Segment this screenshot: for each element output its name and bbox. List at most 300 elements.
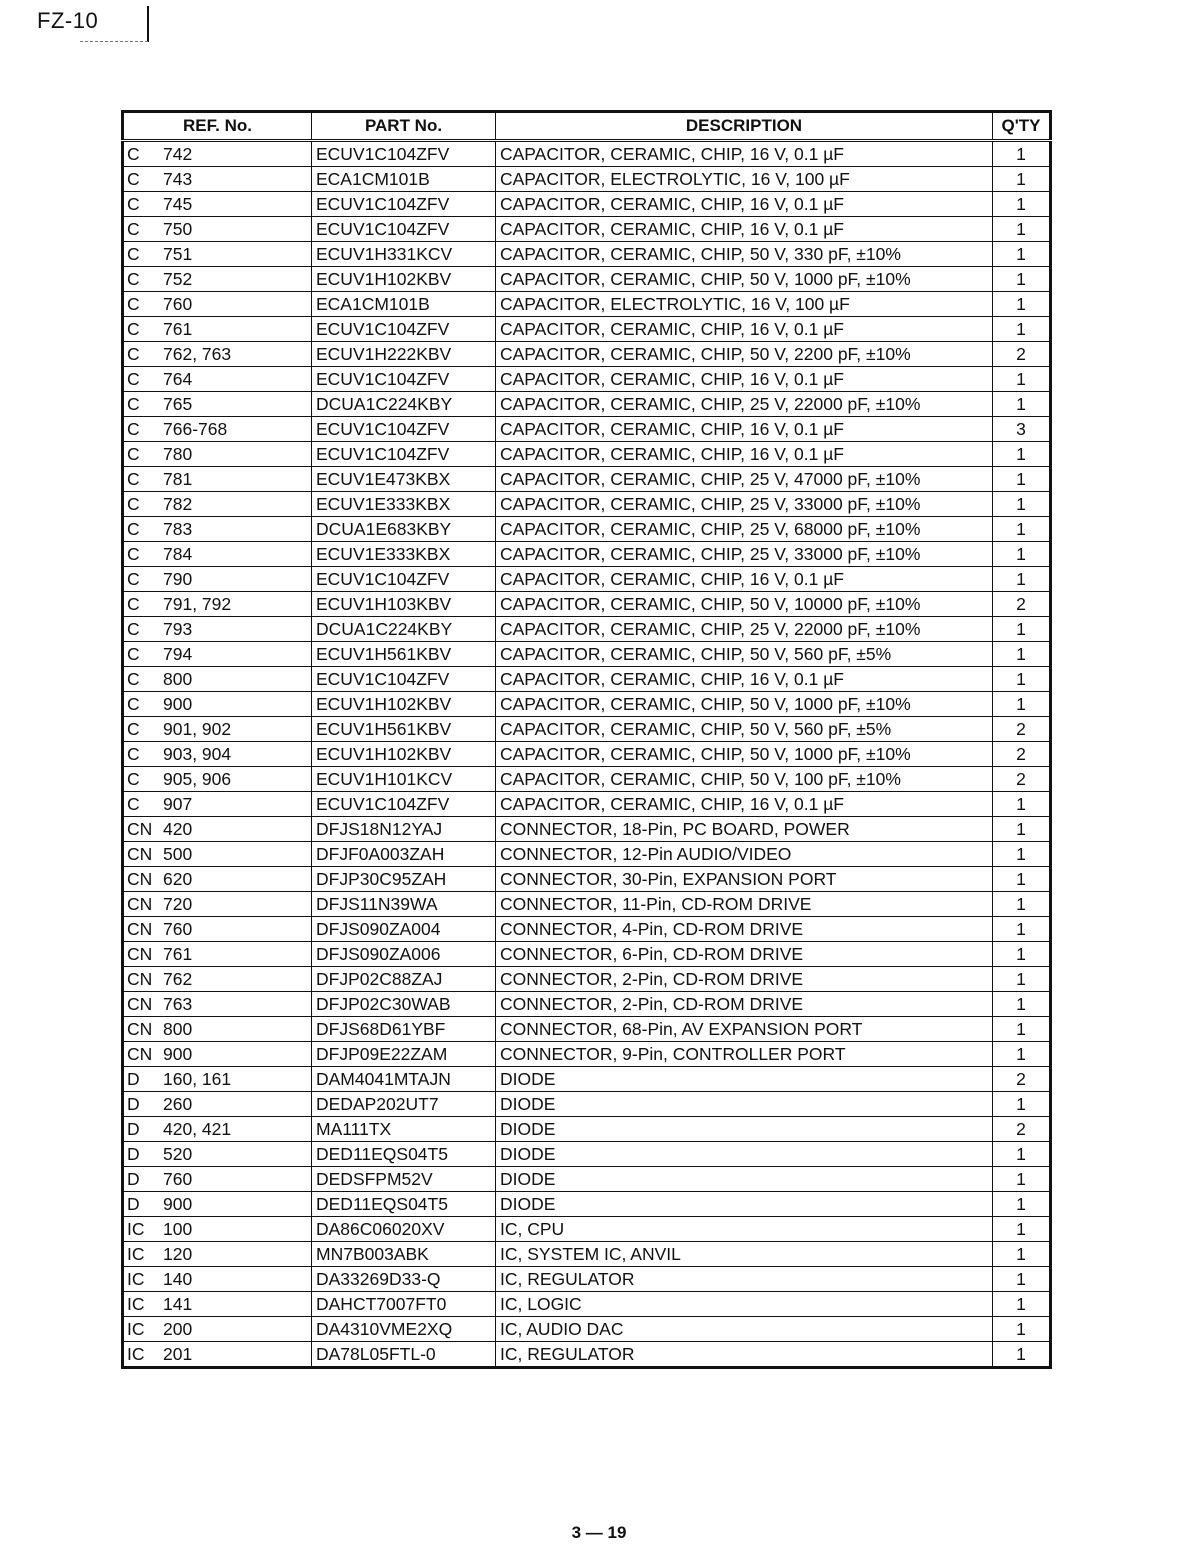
ref-type: C bbox=[127, 344, 140, 364]
ref-number: 200 bbox=[163, 1319, 193, 1339]
ref-cell bbox=[123, 1342, 312, 1368]
ref-cell bbox=[123, 617, 312, 642]
ref-cell bbox=[123, 892, 312, 917]
ref-cell bbox=[123, 992, 312, 1017]
qty-cell: 1 bbox=[993, 242, 1051, 267]
ref-number: 764 bbox=[163, 369, 193, 389]
ref-number: 620 bbox=[163, 869, 193, 889]
ref-cell bbox=[123, 292, 312, 317]
ref-cell bbox=[123, 567, 312, 592]
description-cell: DIODE bbox=[496, 1067, 993, 1092]
description-cell: CONNECTOR, 2-Pin, CD-ROM DRIVE bbox=[496, 967, 993, 992]
ref-number: 763 bbox=[163, 994, 193, 1014]
description-cell: CAPACITOR, ELECTROLYTIC, 16 V, 100 µF bbox=[496, 167, 993, 192]
part-number-cell: DED11EQS04T5 bbox=[312, 1192, 496, 1217]
ref-type: C bbox=[127, 419, 140, 439]
ref-cell bbox=[123, 792, 312, 817]
qty-cell: 1 bbox=[993, 292, 1051, 317]
qty-cell: 2 bbox=[993, 1117, 1051, 1142]
ref-cell bbox=[123, 967, 312, 992]
table-row bbox=[123, 342, 1051, 367]
ref-type: D bbox=[127, 1069, 140, 1089]
description-cell: CAPACITOR, CERAMIC, CHIP, 16 V, 0.1 µF bbox=[496, 667, 993, 692]
qty-cell: 1 bbox=[993, 967, 1051, 992]
description-cell: DIODE bbox=[496, 1092, 993, 1117]
part-number-cell: ECUV1C104ZFV bbox=[312, 667, 496, 692]
ref-number: 140 bbox=[163, 1269, 193, 1289]
ref-type: C bbox=[127, 544, 140, 564]
description-cell: CAPACITOR, CERAMIC, CHIP, 16 V, 0.1 µF bbox=[496, 792, 993, 817]
table-row bbox=[123, 717, 1051, 742]
part-number-cell: DFJP02C88ZAJ bbox=[312, 967, 496, 992]
ref-number: 260 bbox=[163, 1094, 193, 1114]
table-row bbox=[123, 1292, 1051, 1317]
ref-type: CN bbox=[127, 969, 153, 989]
ref-cell bbox=[123, 867, 312, 892]
qty-cell: 1 bbox=[993, 992, 1051, 1017]
col-header-description: DESCRIPTION bbox=[496, 112, 993, 141]
header-underline bbox=[80, 41, 148, 43]
description-cell: CAPACITOR, CERAMIC, CHIP, 50 V, 1000 pF, ±10% bbox=[496, 742, 993, 767]
table-row bbox=[123, 742, 1051, 767]
table-row bbox=[123, 692, 1051, 717]
ref-number: 766-768 bbox=[163, 419, 228, 439]
table-row bbox=[123, 242, 1051, 267]
part-number-cell: ECUV1C104ZFV bbox=[312, 217, 496, 242]
description-cell: CAPACITOR, CERAMIC, CHIP, 16 V, 0.1 µF bbox=[496, 417, 993, 442]
qty-cell: 1 bbox=[993, 792, 1051, 817]
ref-type: C bbox=[127, 569, 140, 589]
table-row bbox=[123, 292, 1051, 317]
ref-number: 765 bbox=[163, 394, 193, 414]
qty-cell: 2 bbox=[993, 717, 1051, 742]
table-row bbox=[123, 992, 1051, 1017]
qty-cell: 1 bbox=[993, 617, 1051, 642]
table-row bbox=[123, 467, 1051, 492]
ref-type: IC bbox=[127, 1244, 145, 1264]
qty-cell: 1 bbox=[993, 192, 1051, 217]
ref-cell bbox=[123, 842, 312, 867]
ref-type: C bbox=[127, 794, 140, 814]
table-row bbox=[123, 167, 1051, 192]
ref-type: IC bbox=[127, 1269, 145, 1289]
part-number-cell: DCUA1C224KBY bbox=[312, 617, 496, 642]
part-number-cell: ECUV1H103KBV bbox=[312, 592, 496, 617]
qty-cell: 2 bbox=[993, 767, 1051, 792]
ref-type: CN bbox=[127, 819, 153, 839]
ref-cell bbox=[123, 141, 312, 167]
qty-cell: 1 bbox=[993, 942, 1051, 967]
part-number-cell: DFJP30C95ZAH bbox=[312, 867, 496, 892]
description-cell: CONNECTOR, 30-Pin, EXPANSION PORT bbox=[496, 867, 993, 892]
table-row bbox=[123, 1117, 1051, 1142]
part-number-cell: DEDSFPM52V bbox=[312, 1167, 496, 1192]
ref-cell bbox=[123, 1042, 312, 1067]
ref-type: IC bbox=[127, 1294, 145, 1314]
ref-number: 420, 421 bbox=[163, 1119, 232, 1139]
table-row bbox=[123, 1217, 1051, 1242]
description-cell: CONNECTOR, 11-Pin, CD-ROM DRIVE bbox=[496, 892, 993, 917]
part-number-cell: DFJS11N39WA bbox=[312, 892, 496, 917]
part-number-cell: ECUV1E473KBX bbox=[312, 467, 496, 492]
part-number-cell: DFJS090ZA004 bbox=[312, 917, 496, 942]
ref-type: C bbox=[127, 294, 140, 314]
table-row bbox=[123, 617, 1051, 642]
ref-number: 420 bbox=[163, 819, 193, 839]
description-cell: CAPACITOR, ELECTROLYTIC, 16 V, 100 µF bbox=[496, 292, 993, 317]
ref-type: C bbox=[127, 494, 140, 514]
ref-type: CN bbox=[127, 894, 153, 914]
model-label: FZ-10 bbox=[37, 8, 99, 33]
table-row bbox=[123, 642, 1051, 667]
part-number-cell: DAHCT7007FT0 bbox=[312, 1292, 496, 1317]
part-number-cell: ECUV1C104ZFV bbox=[312, 141, 496, 167]
ref-number: 791, 792 bbox=[163, 594, 232, 614]
ref-number: 762, 763 bbox=[163, 344, 232, 364]
part-number-cell: DFJF0A003ZAH bbox=[312, 842, 496, 867]
ref-type: C bbox=[127, 744, 140, 764]
description-cell: IC, REGULATOR bbox=[496, 1267, 993, 1292]
part-number-cell: ECUV1H561KBV bbox=[312, 717, 496, 742]
description-cell: CAPACITOR, CERAMIC, CHIP, 50 V, 2200 pF, ±10% bbox=[496, 342, 993, 367]
part-number-cell: DCUA1E683KBY bbox=[312, 517, 496, 542]
table-row bbox=[123, 1092, 1051, 1117]
ref-cell bbox=[123, 592, 312, 617]
ref-number: 100 bbox=[163, 1219, 193, 1239]
qty-cell: 1 bbox=[993, 167, 1051, 192]
table-row bbox=[123, 267, 1051, 292]
table-row bbox=[123, 141, 1051, 167]
table-row bbox=[123, 892, 1051, 917]
ref-type: C bbox=[127, 194, 140, 214]
ref-type: CN bbox=[127, 994, 153, 1014]
description-cell: CAPACITOR, CERAMIC, CHIP, 50 V, 1000 pF, ±10% bbox=[496, 692, 993, 717]
ref-cell bbox=[123, 442, 312, 467]
qty-cell: 1 bbox=[993, 867, 1051, 892]
ref-type: C bbox=[127, 669, 140, 689]
description-cell: IC, SYSTEM IC, ANVIL bbox=[496, 1242, 993, 1267]
ref-number: 160, 161 bbox=[163, 1069, 232, 1089]
description-cell: CAPACITOR, CERAMIC, CHIP, 50 V, 560 pF, ±5% bbox=[496, 717, 993, 742]
ref-type: IC bbox=[127, 1344, 145, 1364]
ref-cell bbox=[123, 167, 312, 192]
ref-cell bbox=[123, 1142, 312, 1167]
qty-cell: 1 bbox=[993, 442, 1051, 467]
part-number-cell: ECUV1H222KBV bbox=[312, 342, 496, 367]
ref-cell bbox=[123, 417, 312, 442]
description-cell: CONNECTOR, 12-Pin AUDIO/VIDEO bbox=[496, 842, 993, 867]
description-cell: CONNECTOR, 18-Pin, PC BOARD, POWER bbox=[496, 817, 993, 842]
ref-number: 900 bbox=[163, 694, 193, 714]
description-cell: IC, LOGIC bbox=[496, 1292, 993, 1317]
ref-number: 790 bbox=[163, 569, 193, 589]
ref-type: IC bbox=[127, 1219, 145, 1239]
part-number-cell: DAM4041MTAJN bbox=[312, 1067, 496, 1092]
part-number-cell: DEDAP202UT7 bbox=[312, 1092, 496, 1117]
description-cell: CAPACITOR, CERAMIC, CHIP, 16 V, 0.1 µF bbox=[496, 317, 993, 342]
qty-cell: 2 bbox=[993, 742, 1051, 767]
ref-cell bbox=[123, 692, 312, 717]
ref-number: 720 bbox=[163, 894, 193, 914]
header-divider bbox=[147, 6, 149, 42]
ref-type: C bbox=[127, 519, 140, 539]
ref-type: C bbox=[127, 444, 140, 464]
table-row bbox=[123, 767, 1051, 792]
ref-number: 780 bbox=[163, 444, 193, 464]
qty-cell: 1 bbox=[993, 667, 1051, 692]
description-cell: DIODE bbox=[496, 1142, 993, 1167]
description-cell: CAPACITOR, CERAMIC, CHIP, 25 V, 47000 pF, ±10% bbox=[496, 467, 993, 492]
ref-type: C bbox=[127, 619, 140, 639]
ref-type: D bbox=[127, 1169, 140, 1189]
part-number-cell: DA86C06020XV bbox=[312, 1217, 496, 1242]
col-header-part: PART No. bbox=[312, 112, 496, 141]
table-row bbox=[123, 367, 1051, 392]
description-cell: CAPACITOR, CERAMIC, CHIP, 50 V, 10000 pF, ±10% bbox=[496, 592, 993, 617]
part-number-cell: DFJP09E22ZAM bbox=[312, 1042, 496, 1067]
qty-cell: 3 bbox=[993, 417, 1051, 442]
description-cell: CAPACITOR, CERAMIC, CHIP, 50 V, 1000 pF, ±10% bbox=[496, 267, 993, 292]
col-header-qty: Q'TY bbox=[993, 112, 1051, 141]
part-number-cell: ECUV1C104ZFV bbox=[312, 442, 496, 467]
ref-cell bbox=[123, 1292, 312, 1317]
ref-cell bbox=[123, 467, 312, 492]
ref-cell bbox=[123, 1242, 312, 1267]
description-cell: CAPACITOR, CERAMIC, CHIP, 25 V, 22000 pF, ±10% bbox=[496, 392, 993, 417]
table-row bbox=[123, 667, 1051, 692]
qty-cell: 2 bbox=[993, 342, 1051, 367]
ref-cell bbox=[123, 1217, 312, 1242]
table-row bbox=[123, 192, 1051, 217]
part-number-cell: ECUV1C104ZFV bbox=[312, 317, 496, 342]
qty-cell: 1 bbox=[993, 1192, 1051, 1217]
ref-number: 783 bbox=[163, 519, 193, 539]
ref-cell bbox=[123, 192, 312, 217]
ref-number: 752 bbox=[163, 269, 193, 289]
qty-cell: 1 bbox=[993, 892, 1051, 917]
table-row bbox=[123, 867, 1051, 892]
ref-number: 120 bbox=[163, 1244, 193, 1264]
ref-type: C bbox=[127, 219, 140, 239]
page-number: 3 — 19 bbox=[571, 1523, 627, 1542]
ref-type: D bbox=[127, 1119, 140, 1139]
part-number-cell: ECUV1C104ZFV bbox=[312, 192, 496, 217]
ref-number: 761 bbox=[163, 319, 193, 339]
table-row bbox=[123, 917, 1051, 942]
ref-type: C bbox=[127, 269, 140, 289]
ref-type: D bbox=[127, 1194, 140, 1214]
table-row bbox=[123, 1192, 1051, 1217]
qty-cell: 1 bbox=[993, 917, 1051, 942]
ref-cell bbox=[123, 1017, 312, 1042]
description-cell: CAPACITOR, CERAMIC, CHIP, 16 V, 0.1 µF bbox=[496, 442, 993, 467]
ref-cell bbox=[123, 1317, 312, 1342]
description-cell: CAPACITOR, CERAMIC, CHIP, 25 V, 33000 pF, ±10% bbox=[496, 542, 993, 567]
part-number-cell: MN7B003ABK bbox=[312, 1242, 496, 1267]
table-row bbox=[123, 492, 1051, 517]
ref-type: C bbox=[127, 769, 140, 789]
ref-type: D bbox=[127, 1094, 140, 1114]
description-cell: CAPACITOR, CERAMIC, CHIP, 16 V, 0.1 µF bbox=[496, 567, 993, 592]
ref-number: 900 bbox=[163, 1194, 193, 1214]
ref-number: 761 bbox=[163, 944, 193, 964]
ref-cell bbox=[123, 1267, 312, 1292]
qty-cell: 1 bbox=[993, 1317, 1051, 1342]
ref-cell bbox=[123, 492, 312, 517]
ref-type: C bbox=[127, 319, 140, 339]
part-number-cell: MA111TX bbox=[312, 1117, 496, 1142]
table-row bbox=[123, 792, 1051, 817]
qty-cell: 1 bbox=[993, 642, 1051, 667]
ref-number: 760 bbox=[163, 1169, 193, 1189]
ref-type: C bbox=[127, 469, 140, 489]
table-row bbox=[123, 317, 1051, 342]
ref-cell bbox=[123, 1192, 312, 1217]
description-cell: CAPACITOR, CERAMIC, CHIP, 50 V, 100 pF, ±10% bbox=[496, 767, 993, 792]
description-cell: CAPACITOR, CERAMIC, CHIP, 16 V, 0.1 µF bbox=[496, 141, 993, 167]
qty-cell: 1 bbox=[993, 317, 1051, 342]
part-number-cell: ECUV1C104ZFV bbox=[312, 367, 496, 392]
part-number-cell: DFJS090ZA006 bbox=[312, 942, 496, 967]
table-row bbox=[123, 1142, 1051, 1167]
qty-cell: 1 bbox=[993, 1217, 1051, 1242]
table-row bbox=[123, 942, 1051, 967]
ref-number: 784 bbox=[163, 544, 193, 564]
table-row bbox=[123, 967, 1051, 992]
ref-cell bbox=[123, 1167, 312, 1192]
ref-type: CN bbox=[127, 869, 153, 889]
part-number-cell: DA33269D33-Q bbox=[312, 1267, 496, 1292]
ref-type: C bbox=[127, 169, 140, 189]
ref-type: C bbox=[127, 394, 140, 414]
qty-cell: 1 bbox=[993, 1142, 1051, 1167]
ref-type: CN bbox=[127, 1044, 153, 1064]
part-number-cell: ECUV1H561KBV bbox=[312, 642, 496, 667]
description-cell: DIODE bbox=[496, 1167, 993, 1192]
description-cell: DIODE bbox=[496, 1192, 993, 1217]
description-cell: CONNECTOR, 6-Pin, CD-ROM DRIVE bbox=[496, 942, 993, 967]
part-number-cell: ECUV1E333KBX bbox=[312, 492, 496, 517]
part-number-cell: ECUV1H102KBV bbox=[312, 267, 496, 292]
part-number-cell: DED11EQS04T5 bbox=[312, 1142, 496, 1167]
description-cell: CAPACITOR, CERAMIC, CHIP, 16 V, 0.1 µF bbox=[496, 217, 993, 242]
part-number-cell: ECUV1H101KCV bbox=[312, 767, 496, 792]
ref-number: 500 bbox=[163, 844, 193, 864]
ref-number: 782 bbox=[163, 494, 193, 514]
ref-cell bbox=[123, 267, 312, 292]
description-cell: DIODE bbox=[496, 1117, 993, 1142]
qty-cell: 1 bbox=[993, 467, 1051, 492]
ref-number: 907 bbox=[163, 794, 193, 814]
part-number-cell: DA4310VME2XQ bbox=[312, 1317, 496, 1342]
table-row bbox=[123, 842, 1051, 867]
qty-cell: 1 bbox=[993, 1342, 1051, 1368]
description-cell: CONNECTOR, 68-Pin, AV EXPANSION PORT bbox=[496, 1017, 993, 1042]
part-number-cell: DA78L05FTL-0 bbox=[312, 1342, 496, 1368]
ref-type: CN bbox=[127, 844, 153, 864]
description-cell: CONNECTOR, 2-Pin, CD-ROM DRIVE bbox=[496, 992, 993, 1017]
part-number-cell: ECUV1C104ZFV bbox=[312, 792, 496, 817]
qty-cell: 1 bbox=[993, 567, 1051, 592]
table-row bbox=[123, 817, 1051, 842]
qty-cell: 1 bbox=[993, 817, 1051, 842]
description-cell: CAPACITOR, CERAMIC, CHIP, 25 V, 33000 pF, ±10% bbox=[496, 492, 993, 517]
part-number-cell: ECUV1H102KBV bbox=[312, 742, 496, 767]
table-row bbox=[123, 217, 1051, 242]
description-cell: CAPACITOR, CERAMIC, CHIP, 16 V, 0.1 µF bbox=[496, 192, 993, 217]
qty-cell: 2 bbox=[993, 1067, 1051, 1092]
description-cell: CAPACITOR, CERAMIC, CHIP, 16 V, 0.1 µF bbox=[496, 367, 993, 392]
description-cell: CAPACITOR, CERAMIC, CHIP, 50 V, 560 pF, ±5% bbox=[496, 642, 993, 667]
ref-number: 760 bbox=[163, 294, 193, 314]
table-row bbox=[123, 567, 1051, 592]
ref-number: 903, 904 bbox=[163, 744, 232, 764]
ref-cell bbox=[123, 517, 312, 542]
ref-cell bbox=[123, 767, 312, 792]
qty-cell: 1 bbox=[993, 1092, 1051, 1117]
ref-number: 742 bbox=[163, 144, 193, 164]
qty-cell: 1 bbox=[993, 1292, 1051, 1317]
ref-type: C bbox=[127, 719, 140, 739]
table-row bbox=[123, 392, 1051, 417]
qty-cell: 1 bbox=[993, 1167, 1051, 1192]
description-cell: IC, CPU bbox=[496, 1217, 993, 1242]
ref-type: C bbox=[127, 644, 140, 664]
ref-number: 762 bbox=[163, 969, 193, 989]
description-cell: IC, AUDIO DAC bbox=[496, 1317, 993, 1342]
ref-cell bbox=[123, 217, 312, 242]
part-number-cell: ECUV1C104ZFV bbox=[312, 417, 496, 442]
ref-cell bbox=[123, 917, 312, 942]
description-cell: CONNECTOR, 4-Pin, CD-ROM DRIVE bbox=[496, 917, 993, 942]
ref-type: C bbox=[127, 144, 140, 164]
description-cell: CAPACITOR, CERAMIC, CHIP, 25 V, 68000 pF, ±10% bbox=[496, 517, 993, 542]
table-body bbox=[123, 141, 1051, 1368]
ref-number: 745 bbox=[163, 194, 193, 214]
ref-number: 794 bbox=[163, 644, 193, 664]
ref-cell bbox=[123, 1117, 312, 1142]
ref-type: CN bbox=[127, 1019, 153, 1039]
ref-type: C bbox=[127, 694, 140, 714]
qty-cell: 1 bbox=[993, 1267, 1051, 1292]
qty-cell: 1 bbox=[993, 367, 1051, 392]
table-row bbox=[123, 1167, 1051, 1192]
table-row bbox=[123, 592, 1051, 617]
part-number-cell: ECA1CM101B bbox=[312, 167, 496, 192]
qty-cell: 1 bbox=[993, 517, 1051, 542]
ref-cell bbox=[123, 742, 312, 767]
ref-cell bbox=[123, 817, 312, 842]
qty-cell: 1 bbox=[993, 217, 1051, 242]
qty-cell: 1 bbox=[993, 542, 1051, 567]
qty-cell: 1 bbox=[993, 1017, 1051, 1042]
part-number-cell: ECUV1E333KBX bbox=[312, 542, 496, 567]
part-number-cell: ECUV1H331KCV bbox=[312, 242, 496, 267]
table-row bbox=[123, 1267, 1051, 1292]
ref-cell bbox=[123, 367, 312, 392]
ref-number: 781 bbox=[163, 469, 193, 489]
ref-number: 800 bbox=[163, 1019, 193, 1039]
ref-number: 743 bbox=[163, 169, 193, 189]
part-number-cell: DCUA1C224KBY bbox=[312, 392, 496, 417]
part-number-cell: ECUV1H102KBV bbox=[312, 692, 496, 717]
qty-cell: 1 bbox=[993, 392, 1051, 417]
ref-cell bbox=[123, 942, 312, 967]
part-number-cell: DFJP02C30WAB bbox=[312, 992, 496, 1017]
ref-type: C bbox=[127, 244, 140, 264]
qty-cell: 1 bbox=[993, 692, 1051, 717]
table-row bbox=[123, 442, 1051, 467]
